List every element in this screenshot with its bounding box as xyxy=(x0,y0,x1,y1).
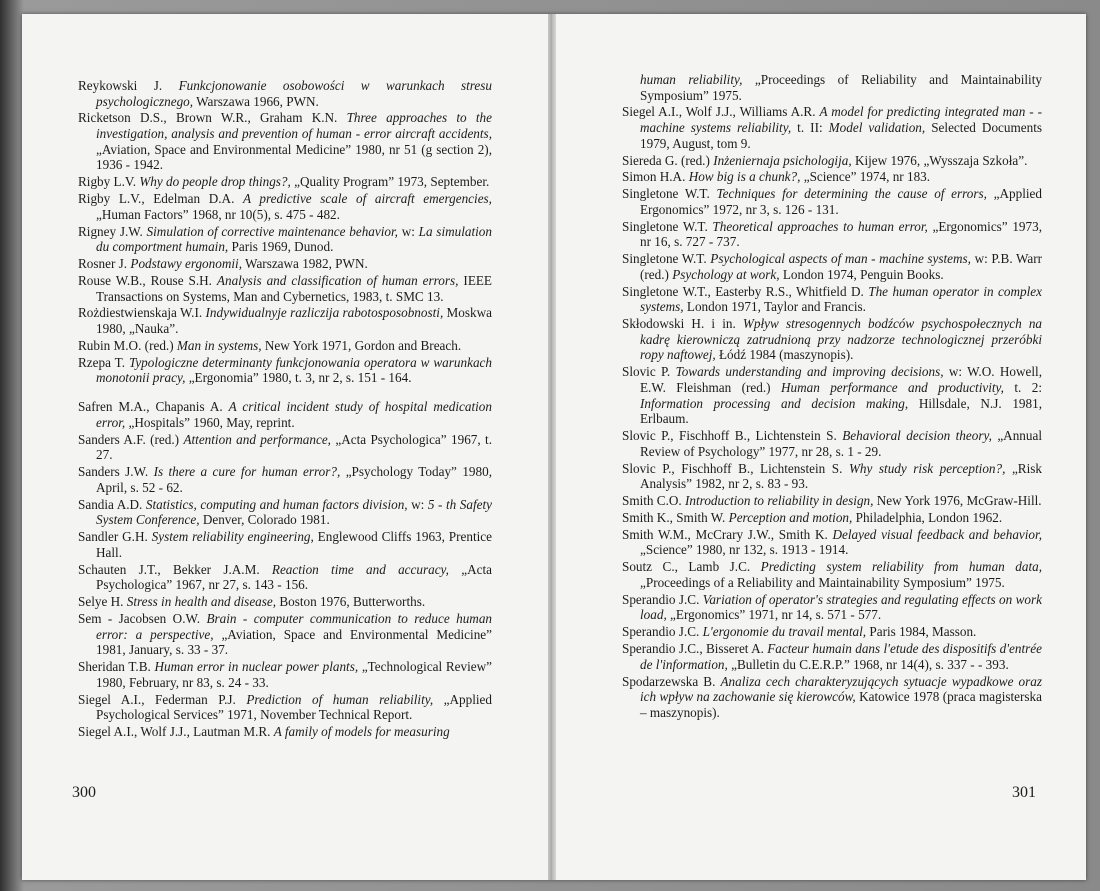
entry-title: Human error in nuclear power plants, xyxy=(154,659,359,675)
entry-publication: „Acta Psychologica” 1967, t. 27. xyxy=(96,431,492,463)
bibliography-entry xyxy=(622,316,1042,363)
entry-publication: w: xyxy=(407,496,428,512)
entry-publication: „Bulletin du C.E.R.P.” 1968, nr 14(4), s. 337 - - 393. xyxy=(727,656,1009,672)
entry-publication: „Ergonomia” 1980, t. 3, nr 2, s. 151 - 164. xyxy=(185,370,412,386)
bibliography-entry xyxy=(622,527,1042,558)
entry-publication: „Technological Review” 1980, February, nr 83, s. 24 - 33. xyxy=(96,659,493,690)
bibliography-entry xyxy=(78,273,492,304)
left-page-number: 300 xyxy=(72,784,96,801)
bibliography-entry xyxy=(78,659,492,690)
entry-title: human reliability, xyxy=(640,72,743,87)
entry-authors: Smith W.M., McCrary J.W., Smith K. xyxy=(622,526,833,542)
entry-publication: New York 1971, Gordon and Breach. xyxy=(261,337,462,353)
bibliography-entry xyxy=(78,464,492,495)
entry-title: Statistics, computing and human factors division, xyxy=(145,496,408,512)
entry-authors: Slovic P., Fischhoff B., Lichtenstein S. xyxy=(622,460,849,476)
entry-title: Why study risk perception?, xyxy=(848,460,1006,476)
open-book xyxy=(22,14,1086,880)
entry-publication: Selected Documents 1979, August, tom 9. xyxy=(640,120,1042,151)
entry-title: Prediction of human reliability, xyxy=(246,691,434,707)
bibliography-entry xyxy=(78,692,492,723)
entry-publication: „Proceedings of Reliability and Maintainability Symposium” 1975. xyxy=(640,72,1042,103)
entry-publication: „Quality Program” 1973, September. xyxy=(290,174,490,190)
entry-publication: t. II: xyxy=(791,120,829,136)
entry-title: Techniques for determining the cause of errors, xyxy=(716,186,987,202)
bibliography-entry xyxy=(622,428,1042,459)
entry-title: Model validation, xyxy=(828,120,926,136)
entry-publication: Katowice 1978 (praca magisterska – maszynopis). xyxy=(640,689,1042,720)
bibliography-entry xyxy=(622,674,1042,721)
entry-authors: Reykowski J. xyxy=(78,78,179,93)
entry-title: Facteur humain dans l'etude des dispositifs d'entrée de l'information, xyxy=(640,641,1043,672)
bibliography-entry xyxy=(622,104,1042,151)
entry-title: 5 - th Safety System Conference, xyxy=(96,496,492,528)
bibliography-entry xyxy=(622,559,1042,590)
bibliography-entry xyxy=(78,110,492,172)
entry-authors: Singletone W.T. xyxy=(622,218,713,234)
entry-publication: Hillsdale, N.J. 1981, Erlbaum. xyxy=(640,395,1042,427)
entry-title: Why do people drop things?, xyxy=(139,174,291,190)
entry-title: The human operator in complex systems, xyxy=(640,283,1042,315)
entry-title: Man in systems, xyxy=(176,337,262,353)
entry-publication: w: xyxy=(397,223,419,239)
bibliography-entry xyxy=(622,461,1042,492)
entry-publication: w: W.O. Howell, E.W. Fleishman (red.) xyxy=(640,364,1042,395)
entry-title: A family of models for measuring xyxy=(273,724,450,740)
entry-title: Wpływ stresogennych bodźców psychospołecznych na kadrę kierowniczą zatrudnioną przy nadzorze technologicznej przeróbki ropy naftowej, xyxy=(640,316,1043,363)
entry-publication: Łódź 1984 (maszynopis). xyxy=(715,347,854,363)
entry-publication: „Aviation, Space and Environmental Medicine” 1980, nr 51 (g section 2), 1936 - 1942. xyxy=(96,141,492,173)
entry-title: System reliability engineering, xyxy=(151,529,314,545)
entry-authors: Soutz C., Lamb J.C. xyxy=(622,559,761,575)
entry-title: Predicting system reliability from human data, xyxy=(760,559,1042,575)
entry-title: Funkcjonowanie osobowości w warunkach stresu psychologicznego, xyxy=(96,78,492,109)
bibliography-entry xyxy=(622,493,1042,509)
entry-title: A critical incident study of hospital medication error, xyxy=(96,399,492,430)
right-page xyxy=(556,14,1086,880)
entry-title: Analiza cech charakteryzujących sytuacje wypadkowe oraz ich wpływ na zachowanie się kierowców, xyxy=(640,673,1042,705)
entry-authors: Spodarzewska B. xyxy=(622,673,721,689)
entry-publication: Kijew 1976, „Wysszaja Szkoła”. xyxy=(851,152,1028,168)
entry-publication: Moskwa 1980, „Nauka”. xyxy=(96,305,492,336)
bibliography-entry xyxy=(622,510,1042,526)
entry-publication: „Acta Psychologica” 1967, nr 27, s. 143 - 156. xyxy=(96,561,492,593)
entry-publication: „Annual Review of Psychology” 1977, nr 28, s. 1 - 29. xyxy=(640,428,1042,459)
entry-publication: „Science” 1974, nr 183. xyxy=(800,169,931,185)
bibliography-entry xyxy=(78,432,492,463)
bibliography-entry xyxy=(622,624,1042,640)
entry-title: A model for predicting integrated man - - machine systems reliability, xyxy=(640,104,1042,136)
entry-authors: Rigby L.V., Edelman D.A. xyxy=(78,191,243,207)
entry-authors: Simon H.A. xyxy=(622,169,689,185)
bibliography-entry xyxy=(622,186,1042,217)
entry-authors: Singletone W.T. xyxy=(622,251,711,267)
entry-title: A predictive scale of aircraft emergencies, xyxy=(242,191,492,207)
entry-title: Indywidualnyje razliczija rabotosposobnosti, xyxy=(205,305,444,321)
entry-authors: Siegel A.I., Federman P.J. xyxy=(78,691,247,707)
entry-publication: „Applied Psychological Services” 1971, November Technical Report. xyxy=(96,691,493,723)
entry-publication: Englewood Cliffs 1963, Prentice Hall. xyxy=(96,529,492,560)
bibliography-entry xyxy=(78,562,492,593)
entry-title: Simulation of corrective maintenance behavior, xyxy=(146,223,398,239)
bibliography-entry xyxy=(78,529,492,560)
entry-title: Brain - computer communication to reduce human error: a perspective, xyxy=(96,611,493,642)
entry-title: Psychology at work, xyxy=(672,266,780,282)
entry-title: Analysis and classification of human errors, xyxy=(216,272,459,288)
bibliography-entry xyxy=(622,219,1042,250)
bibliography-entry xyxy=(622,284,1042,315)
entry-title: Theoretical approaches to human error, xyxy=(712,218,928,234)
entry-publication: „Applied Ergonomics” 1972, nr 3, s. 126 - 131. xyxy=(640,186,1043,217)
entry-authors: Sem - Jacobsen O.W. xyxy=(78,611,207,627)
entry-publication: „Psychology Today” 1980, April, s. 52 - 62. xyxy=(96,464,492,495)
entry-title: Reaction time and accuracy, xyxy=(271,561,449,577)
entry-publication: Philadelphia, London 1962. xyxy=(852,509,1003,525)
bibliography-entry xyxy=(622,592,1042,623)
bibliography-entry xyxy=(78,355,492,386)
entry-authors: Skłodowski H. i in. xyxy=(622,316,743,332)
entry-publication: t. 2: xyxy=(1003,379,1043,395)
entry-authors: Singletone W.T., Easterby R.S., Whitfield D. xyxy=(622,283,869,299)
right-bibliography-column xyxy=(622,72,1042,722)
entry-publication: „Proceedings of a Reliability and Maintainability Symposium” 1975. xyxy=(640,574,1005,590)
entry-publication: Denver, Colorado 1981. xyxy=(199,512,330,528)
entry-authors: Rożdiestwienskaja W.I. xyxy=(78,305,206,321)
entry-publication: IEEE Transactions on Systems, Man and Cybernetics, 1983, t. SMC 13. xyxy=(96,272,492,304)
entry-title: Introduction to reliability in design, xyxy=(685,493,874,508)
entry-title: Stress in health and disease, xyxy=(126,594,277,610)
entry-authors: Schauten J.T., Bekker J.A.M. xyxy=(78,561,272,577)
bibliography-entry xyxy=(622,641,1042,672)
bibliography-entry xyxy=(622,251,1042,282)
entry-title: Attention and performance, xyxy=(183,431,331,447)
entry-authors: Safren M.A., Chapanis A. xyxy=(78,399,229,415)
bibliography-entry xyxy=(622,72,1042,103)
entry-publication: w: P.B. Warr (red.) xyxy=(640,251,1042,282)
bibliography-entry xyxy=(78,724,492,740)
entry-authors: Smith C.O. xyxy=(622,493,686,508)
entry-authors: Rigney J.W. xyxy=(78,223,147,239)
entry-authors: Slovic P., Fischhoff B., Lichtenstein S. xyxy=(622,428,843,444)
entry-authors: Sandler G.H. xyxy=(78,529,152,545)
entry-title: Perception and motion, xyxy=(728,509,853,525)
bibliography-entry xyxy=(78,338,492,354)
entry-publication: „Ergonomics” 1973, nr 16, s. 727 - 737. xyxy=(640,218,1043,250)
entry-publication: New York 1976, McGraw-Hill. xyxy=(873,493,1042,508)
entry-publication: Warszawa 1982, PWN. xyxy=(242,256,368,272)
entry-title: Inżeniernaja psichologija, xyxy=(713,152,852,168)
bibliography-entry xyxy=(78,399,492,430)
bibliography-entry xyxy=(78,256,492,272)
entry-publication: London 1974, Penguin Books. xyxy=(779,266,944,282)
bibliography-entry xyxy=(78,611,492,658)
bibliography-entry xyxy=(622,153,1042,169)
entry-authors: Sperandio J.C. xyxy=(622,624,703,640)
entry-authors: Rosner J. xyxy=(78,256,131,272)
entry-publication: London 1971, Taylor and Francis. xyxy=(683,299,866,315)
entry-title: Three approaches to the investigation, analysis and prevention of human - error aircraft accidents, xyxy=(96,110,492,142)
entry-authors: Siereda G. (red.) xyxy=(622,152,714,168)
bibliography-entry xyxy=(78,224,492,255)
entry-authors: Sperandio J.C. xyxy=(622,591,703,607)
bibliography-entry xyxy=(78,594,492,610)
bibliography-entry xyxy=(78,305,492,336)
entry-publication: „Risk Analysis” 1982, nr 2, s. 83 - 93. xyxy=(640,460,1042,492)
entry-title: Human performance and productivity, xyxy=(780,379,1004,395)
entry-authors: Sandia A.D. xyxy=(78,496,146,512)
entry-publication: Paris 1969, Dunod. xyxy=(228,239,334,255)
entry-title: Information processing and decision making, xyxy=(640,395,909,411)
entry-authors: Rigby L.V. xyxy=(78,174,140,190)
entry-authors: Smith K., Smith W. xyxy=(622,509,729,525)
entry-publication: Boston 1976, Butterworths. xyxy=(276,594,426,610)
entry-publication: „Science” 1980, nr 132, s. 1913 - 1914. xyxy=(640,542,849,558)
bibliography-entry xyxy=(622,169,1042,185)
entry-authors: Rzepa T. xyxy=(78,354,129,370)
entry-title: Psychological aspects of man - machine systems, xyxy=(710,251,971,267)
left-bibliography-column xyxy=(78,78,492,741)
bibliography-entry xyxy=(78,191,492,222)
entry-title: Delayed visual feedback and behavior, xyxy=(832,526,1042,542)
entry-title: L'ergonomie du travail mental, xyxy=(702,624,867,640)
bibliography-entry xyxy=(78,174,492,190)
section-gap xyxy=(78,387,492,399)
entry-authors: Slovic P. xyxy=(622,364,676,380)
bibliography-entry xyxy=(78,78,492,109)
entry-authors: Sanders A.F. (red.) xyxy=(78,431,184,447)
entry-publication: „Human Factors” 1968, nr 10(5), s. 475 - 482. xyxy=(96,206,340,222)
entry-title: Podstawy ergonomii, xyxy=(130,256,242,272)
entry-publication: Paris 1984, Masson. xyxy=(866,624,977,640)
right-page-number: 301 xyxy=(1012,784,1036,801)
entry-title: Variation of operator's strategies and regulating effects on work load, xyxy=(640,591,1042,623)
entry-title: La simulation du comportment humain, xyxy=(96,223,492,255)
entry-title: Is there a cure for human error?, xyxy=(153,464,341,480)
book-gutter xyxy=(548,14,556,880)
bibliography-entry xyxy=(622,364,1042,426)
entry-publication: „Ergonomics” 1971, nr 14, s. 571 - 577. xyxy=(666,607,882,623)
entry-authors: Rouse W.B., Rouse S.H. xyxy=(78,272,217,288)
entry-authors: Sperandio J.C., Bisseret A. xyxy=(622,641,768,657)
entry-title: How big is a chunk?, xyxy=(688,169,801,185)
entry-authors: Singletone W.T. xyxy=(622,186,717,202)
entry-publication: Warszawa 1966, PWN. xyxy=(193,93,319,109)
entry-authors: Sheridan T.B. xyxy=(78,659,155,675)
entry-title: Behavioral decision theory, xyxy=(842,428,992,444)
entry-authors: Siegel A.I., Wolf J.J., Williams A.R. xyxy=(622,104,820,120)
entry-authors: Siegel A.I., Wolf J.J., Lautman M.R. xyxy=(78,724,274,740)
entry-publication: „Hospitals” 1960, May, reprint. xyxy=(125,414,295,430)
entry-title: Typologiczne determinanty funkcjonowania operatora w warunkach monotonii pracy, xyxy=(96,354,492,386)
entry-authors: Ricketson D.S., Brown W.R., Graham K.N. xyxy=(78,110,347,126)
entry-authors: Selye H. xyxy=(78,594,127,610)
entry-title: Towards understanding and improving decisions, xyxy=(675,364,944,380)
left-page xyxy=(22,14,548,880)
entry-authors: Rubin M.O. (red.) xyxy=(78,337,177,353)
entry-authors: Sanders J.W. xyxy=(78,464,154,480)
bibliography-entry xyxy=(78,497,492,528)
entry-publication: „Aviation, Space and Environmental Medicine” 1981, January, s. 33 - 37. xyxy=(96,626,493,658)
